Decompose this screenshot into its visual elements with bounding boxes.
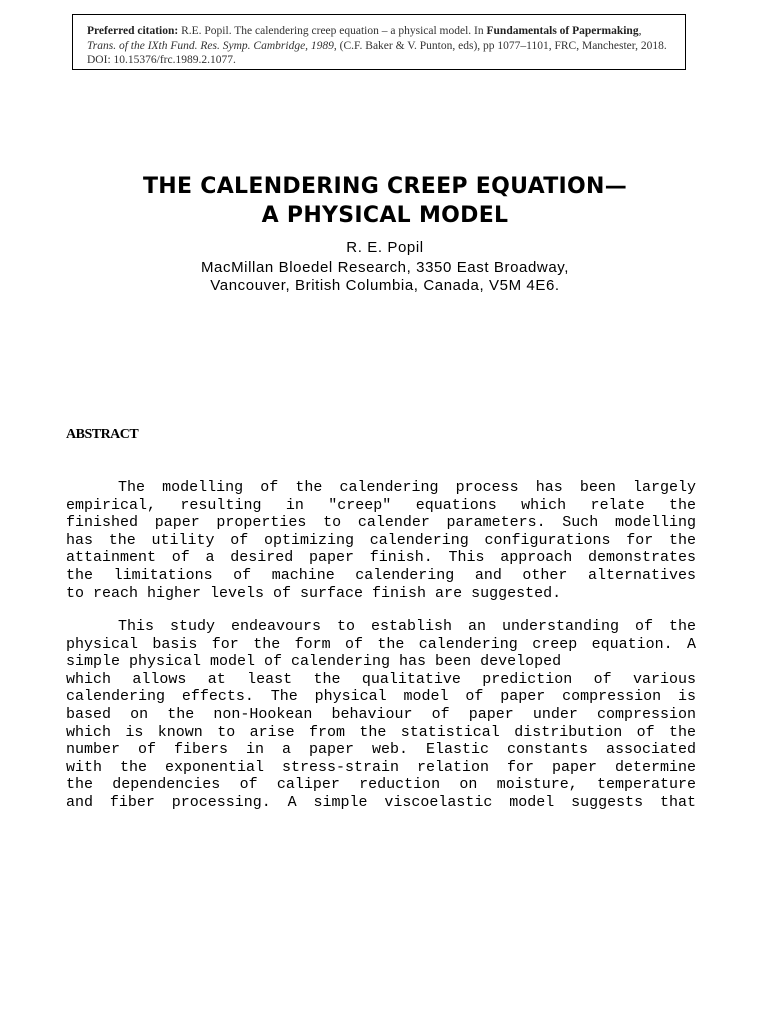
paragraph-line: with the exponential stress-strain relation for paper determine [66,758,696,776]
paragraph-line: attainment of a desired paper finish. This approach demonstrates [66,549,696,567]
citation-proceedings: Trans. of the IXth Fund. Res. Symp. Cambridge, 1989 [87,39,334,52]
paragraph-line: the dependencies of caliper reduction on moisture, temperature [66,776,696,794]
abstract-heading: ABSTRACT [66,427,139,442]
citation-text: R.E. Popil. The calendering creep equation – a physical model. In [178,25,487,37]
paragraph-line: calendering effects. The physical model of paper compression is [66,688,696,706]
paragraph-line: and fiber processing. A simple viscoelastic model suggests that [66,793,696,811]
citation-box [72,14,686,70]
author-affiliation-1: MacMillan Bloedel Research, 3350 East Broadway, [200,259,570,276]
paragraph-line: empirical, resulting in "creep" equations which relate the [66,496,696,514]
author-name: R. E. Popil [346,239,424,256]
citation-label: Preferred citation: [87,25,179,37]
paragraph-line: to reach higher levels of surface finish are suggested. [66,584,562,602]
paragraph-line: physical basis for the form of the calendering creep equation. A [66,635,696,653]
paragraph-line: the limitations of machine calendering and other alternatives [66,566,696,584]
paragraph-line: based on the non-Hookean behaviour of paper under compression [66,705,696,723]
paragraph-line: which is known to arise from the statistical distribution of the [66,723,696,741]
paragraph-line: This study endeavours to establish an understanding of the [118,618,696,635]
citation-separator: , [638,25,642,37]
title-line-1: THE CALENDERING CREEP EQUATION— [142,174,628,199]
paragraph-line: simple physical model of calendering has been developed [66,653,562,671]
paragraph-line: has the utility of optimizing calendering configurations for the [66,531,696,549]
paragraph-line: number of fibers in a paper web. Elastic constants associated [66,741,696,759]
paragraph-line: which allows at least the qualitative prediction of various [66,670,696,688]
abstract-paragraph-2 [66,618,696,812]
citation-details: , (C.F. Baker & V. Punton, eds), pp 1077–1101, FRC, Manchester, 2018. DOI: 10.15376/frc.1989.2.1077. [87,39,667,66]
title-line-2: A PHYSICAL MODEL [261,203,509,228]
paragraph-line: finished paper properties to calender parameters. Such modelling [66,514,696,532]
paragraph-line: The modelling of the calendering process has been largely [118,479,696,496]
citation-book: Fundamentals of Papermaking [486,25,639,37]
abstract-paragraph-1 [66,479,696,602]
author-affiliation-2: Vancouver, British Columbia, Canada, V5M 4E6. [210,277,560,294]
